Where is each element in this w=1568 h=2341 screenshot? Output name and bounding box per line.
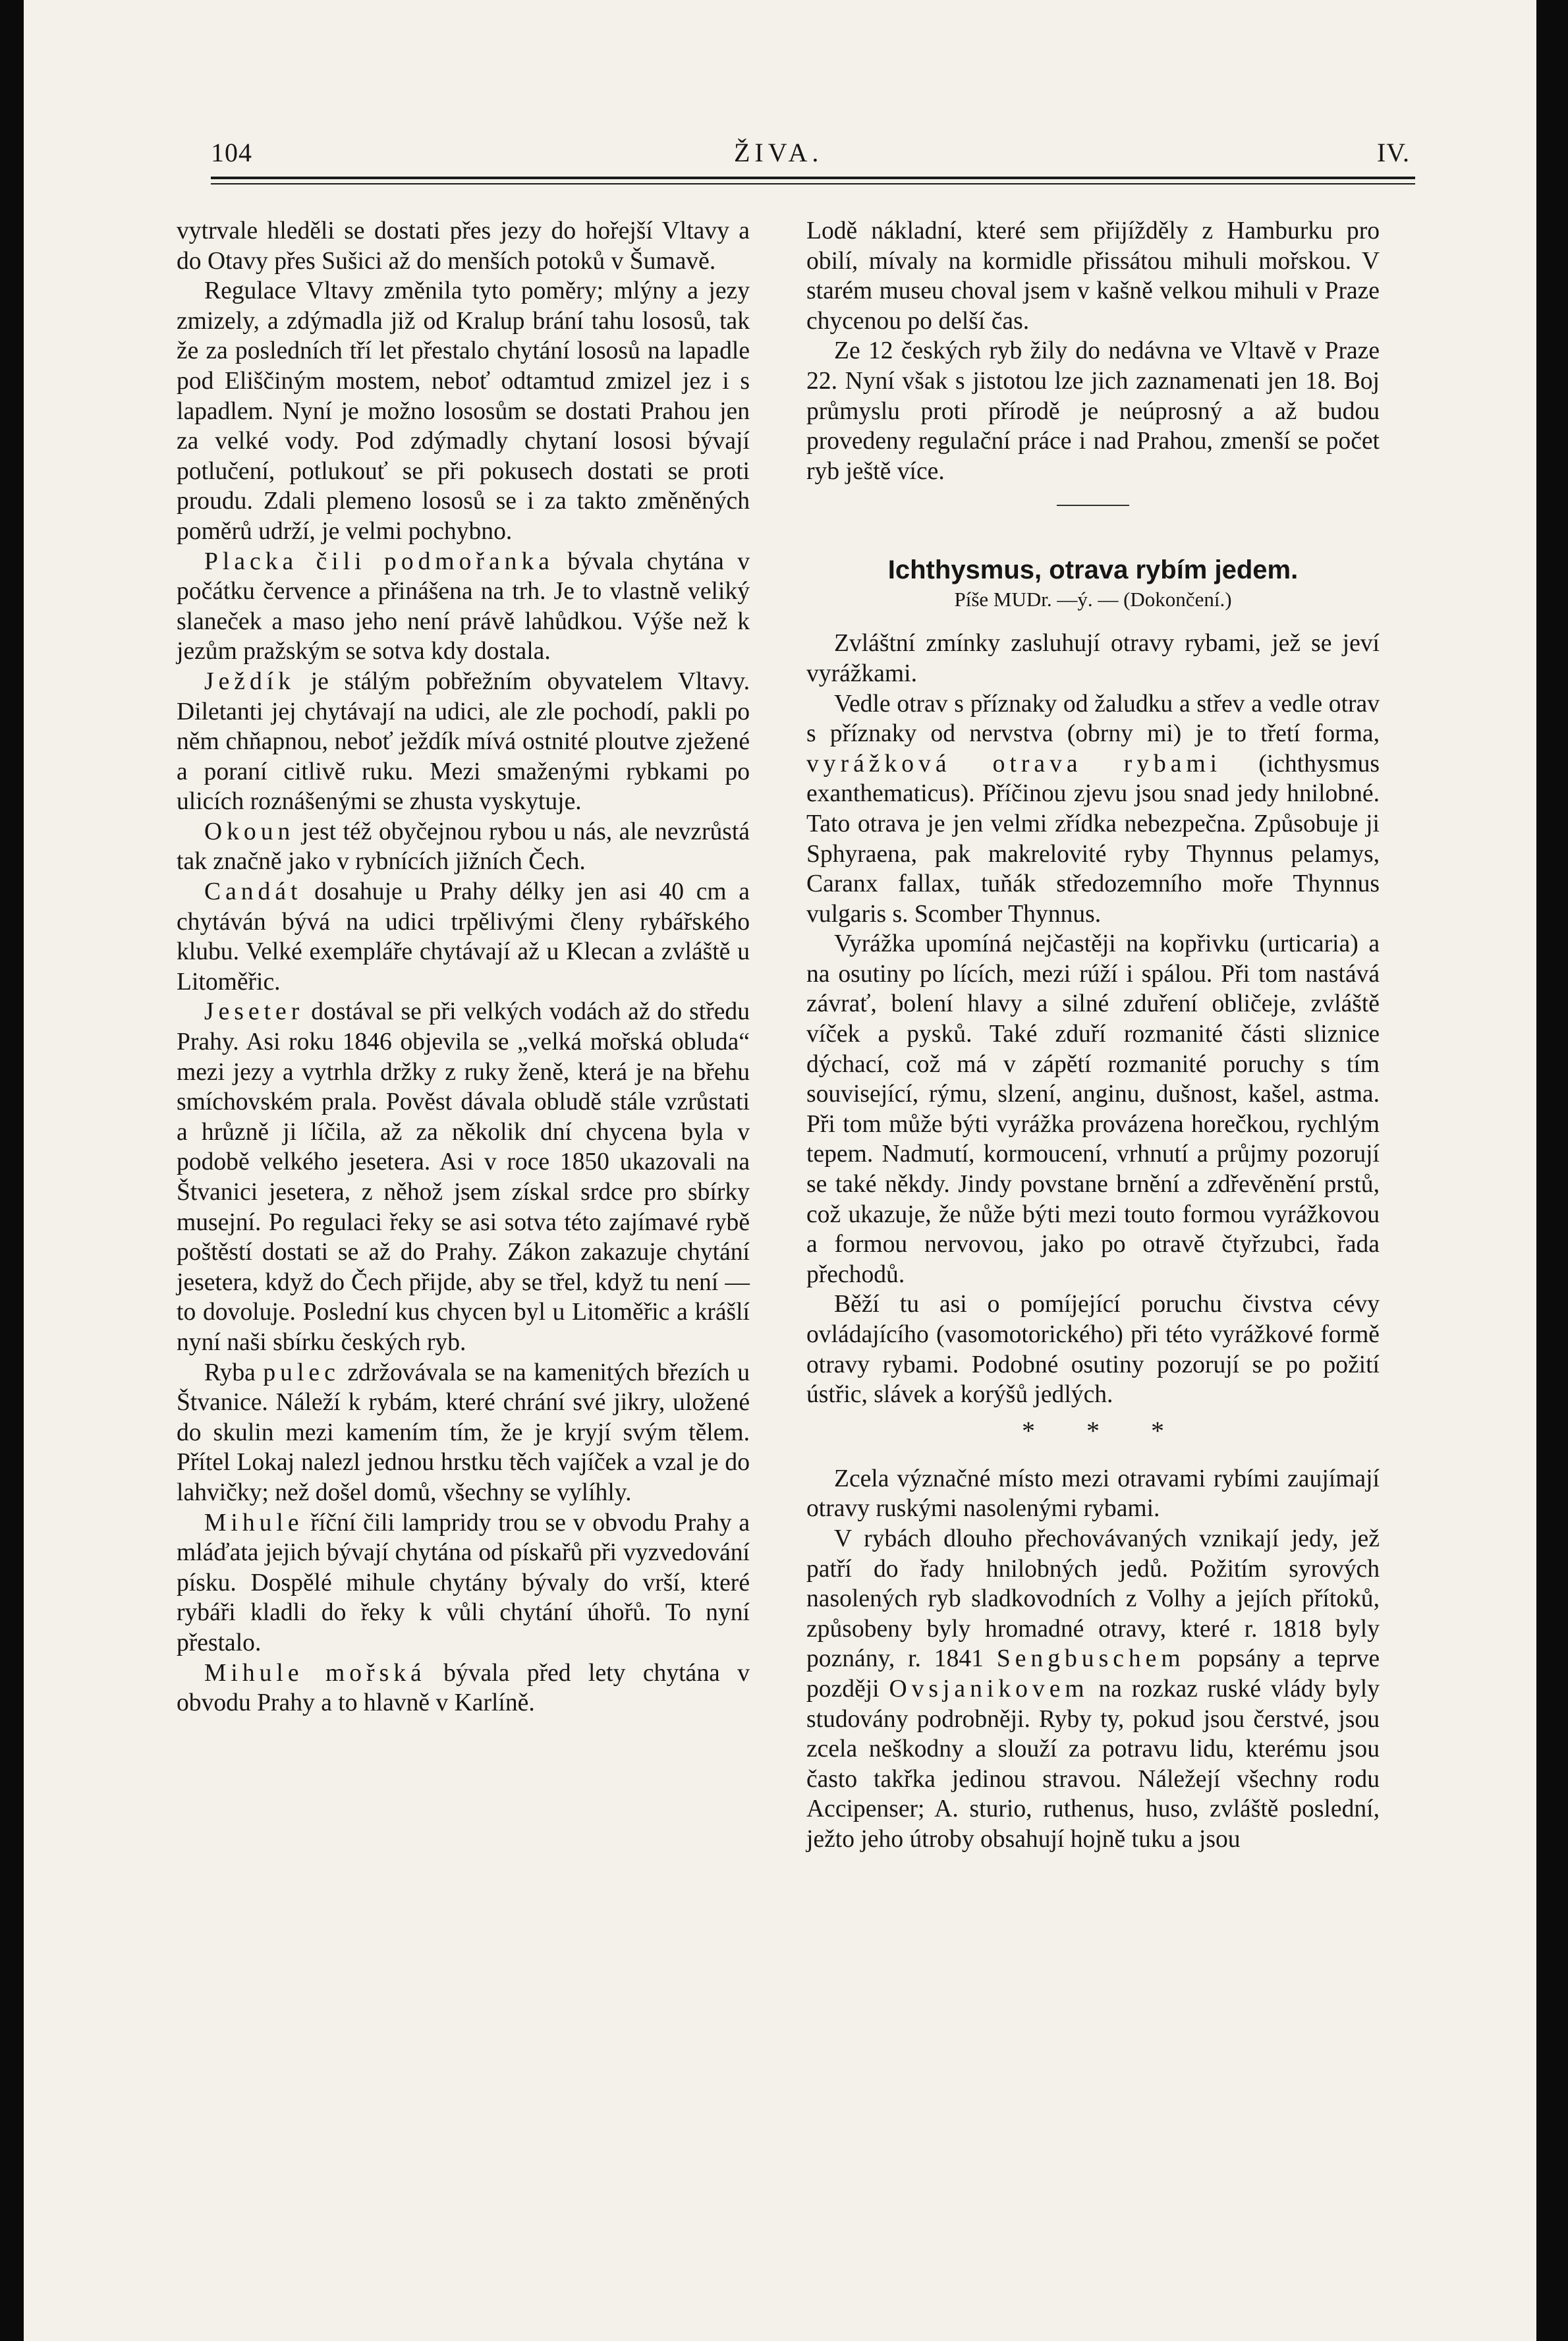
header-rule-thin bbox=[211, 183, 1415, 184]
spaced-term: Ovsjanikovem bbox=[889, 1675, 1089, 1703]
right-column bbox=[806, 216, 1380, 1855]
spaced-term: Okoun bbox=[204, 818, 295, 845]
paragraph: Placka čili podmořanka bývala chytána v počátku července a přinášena na trh. Je to vlastně veliký slaneček a maso jeho není právě lahůdkou. Výše než k jezům pražským se sotva kdy dostala. bbox=[177, 548, 750, 665]
article-title: Ichthysmus, otrava rybím jedem. bbox=[887, 555, 1299, 585]
spaced-term: Candát bbox=[204, 878, 302, 906]
spaced-term: Mihule bbox=[204, 1509, 304, 1537]
spaced-term: Placka čili podmořanka bbox=[204, 548, 554, 575]
paragraph: Regulace Vltavy změnila tyto poměry; mlýny a jezy zmizely, a zdýmadla již od Kralup brání tahu lososů, tak že za posledních tří let přestalo chytání lososů na lapadle pod Eliščiným mostem, neboť odtamtud zmizel jez i s lapadlem. Nyní je možno lososům se dostati Prahou jen za velké vody. Pod zdýmadly chytaní lososi bývají potlučení, potlukouť se při pokusech dostati se proti proudu. Zdali plemeno lososů se i za takto změněných poměrů udrží, je velmi pochybno. bbox=[177, 277, 750, 545]
paragraph: Jeseter dostával se při velkých vodách až do středu Prahy. Asi roku 1846 objevila se „velká mořská obluda“ mezi jezy a vytrhla držky z ruky ženě, která je na břehu smíchovském prala. Pověst dávala obludě stále vzrůstati a hrůzně ji líčila, až za několik dní chycena byla v podobě velkého jesetera. Asi v roce 1850 ukazovali na Štvanici jesetera, z něhož jsem získal srdce pro sbírky musejní. Po regulaci řeky se asi sotva této zajímavé rybě poštěstí dostati se až do Prahy. Zákon zakazuje chytání jesetera, když do Čech přijde, aby se třel, když tu není — to dovoluje. Poslední kus chycen byl u Litoměřic a krášlí nyní naši sbírku českých ryb. bbox=[177, 998, 750, 1356]
spaced-term: vyrážková otrava rybami bbox=[806, 750, 1222, 777]
spaced-term: Sengbuschem bbox=[996, 1645, 1185, 1673]
paragraph: Zcela význačné místo mezi otravami rybími zaujímají otravy ruskými nasolenými rybami. bbox=[806, 1465, 1380, 1523]
journal-title: ŽIVA. bbox=[734, 138, 824, 167]
paragraph: Běží tu asi o pomíjející poruchu čivstva cévy ovládajícího (vasomotorického) při této vyrážkové formě otravy rybami. Podobné osutiny pozorují se po požití ústřic, slávek a korýšů jedlých. bbox=[806, 1291, 1380, 1409]
page-number: 104 bbox=[211, 138, 252, 167]
paragraph: vytrvale hleděli se dostati přes jezy do hořejší Vltavy a do Otavy přes Sušici až do menších potoků v Šumavě. bbox=[177, 217, 750, 275]
article-byline: Píše MUDr. —ý. — (Dokončení.) bbox=[954, 588, 1232, 611]
paragraph: Okoun jest též obyčejnou rybou u nás, ale nevzrůstá tak značně jako v rybnících jižních Čech. bbox=[177, 818, 750, 876]
paragraph: Mihule mořská bývala před lety chytána v obvodu Prahy a to hlavně v Karlíně. bbox=[177, 1659, 750, 1717]
paragraph: Mihule říční čili lampridy trou se v obvodu Prahy a mláďata jejich bývají chytána od pískařů při vyzvedování písku. Dospělé mihule chytány bývaly do vrší, které rybáři kladli do řeky k vůli chytání úhořů. To nyní přestalo. bbox=[177, 1509, 750, 1656]
paragraph: Ze 12 českých ryb žily do nedávna ve Vltavě v Praze 22. Nyní však s jistotou lze jich zaznamenati jen 18. Boj průmyslu proti přírodě je neúprosný a až budou provedeny regulační práce i nad Prahou, zmenší se počet ryb ještě více. bbox=[806, 337, 1380, 485]
spaced-term: Ježdík bbox=[204, 667, 296, 695]
section-stars: * * * bbox=[1022, 1415, 1187, 1446]
paragraph: Ryba pulec zdržovávala se na kamenitých březích u Štvanice. Náleží k rybám, které chrání své jikry, uložené do skulin mezi kamením tím, že je kryjí svým tělem. Přítel Lokaj nalezl jednou hrstku těch vajíček a vzal je do lahvičky; než došel domů, všechny se vylíhly. bbox=[177, 1359, 750, 1506]
paragraph: Ježdík je stálým pobřežním obyvatelem Vltavy. Diletanti jej chytávají na udici, ale zle pochodí, pakli po něm chňapnou, neboť ježdík mívá ostnité ploutve zježené a poraní citlivě ruku. Mezi smaženými rybkami po ulicích roznášenými se zhusta vyskytuje. bbox=[177, 667, 750, 816]
volume-number: IV. bbox=[1376, 138, 1410, 167]
paragraph: V rybách dlouho přechovávaných vznikají jedy, jež patří do řady hnilobných jedů. Požitím syrových nasolených ryb sladkovodních z Volhy a jejích přítoků, způsobeny byly hromadné otravy, které r. 1818 byly poznány, r. 1841 Sengbuschem popsány a teprve později Ovsjanikovem na rozkaz ruské vlády byly studovány podrobněji. Ryby ty, pokud jsou čerstvé, jsou zcela neškodny a slouží za potravu lidu, kterému jsou často takřka jedinou stravou. Náležejí všechny rodu Accipenser; A. sturio, ruthenus, huso, zvláště poslední, ježto jeho útroby obsahují hojně tuku a jsou bbox=[806, 1525, 1380, 1853]
spaced-term: Jeseter bbox=[204, 998, 304, 1026]
left-column bbox=[177, 216, 750, 1718]
journal-page bbox=[24, 0, 1536, 2341]
section-separator bbox=[1057, 505, 1129, 506]
paragraph: Zvláštní zmínky zasluhují otravy rybami, jež se jeví vyrážkami. bbox=[806, 630, 1380, 687]
paragraph: Vyrážka upomíná nejčastěji na kopřivku (urticaria) a na osutiny po lících, mezi rúží i spálou. Při tom nastává závrať, bolení hlavy a silné zduření obličeje, zvláště víček a pysků. Také zduří rozmanité části sliznice dýchací, což má v zápětí rozmanité poruchy s tím související, rýmu, slzení, anginu, dušnost, kašel, astma. Při tom může býti vyrážka provázena horečkou, rychlým tepem. Nadmutí, kormoucení, vrhnutí a průjmy pozorují se také někdy. Jindy povstane brnění a zdřevěnění prstů, což ukazuje, že nůže býti mezi touto formou vyrážkovou a formou nervovou, jako po otravě čtyřzubci, řada přechodů. bbox=[806, 930, 1380, 1288]
spaced-term: pulec bbox=[263, 1359, 340, 1386]
paragraph: Lodě nákladní, které sem přijížděly z Hamburku pro obilí, mívaly na kormidle přissátou mihuli mořskou. V starém museu choval jsem v kašně velkou mihuli v Praze chycenou po delší čas. bbox=[806, 217, 1380, 335]
paragraph: Vedle otrav s příznaky od žaludku a střev a vedle otrav s příznaky od nervstva (obrny mi) je to třetí forma, vyrážková otrava rybami (ichthysmus exanthematicus). Příčinou zjevu jsou snad jedy hnilobné. Tato otrava je jen velmi zřídka nebezpečna. Způsobuje ji Sphyraena, pak makrelovité ryby Thynnus pelamys, Caranx fallax, tuňák středozemního moře Thynnus vulgaris s. Scomber Thynnus. bbox=[806, 690, 1380, 928]
spaced-term: Mihule mořská bbox=[204, 1659, 426, 1687]
header-rule bbox=[211, 177, 1415, 179]
paragraph: Candát dosahuje u Prahy délky jen asi 40 cm a chytáván bývá na udici trpělivými členy rybářského klubu. Velké exempláře chytávají až u Klecan a zvláště u Litoměřic. bbox=[177, 878, 750, 996]
